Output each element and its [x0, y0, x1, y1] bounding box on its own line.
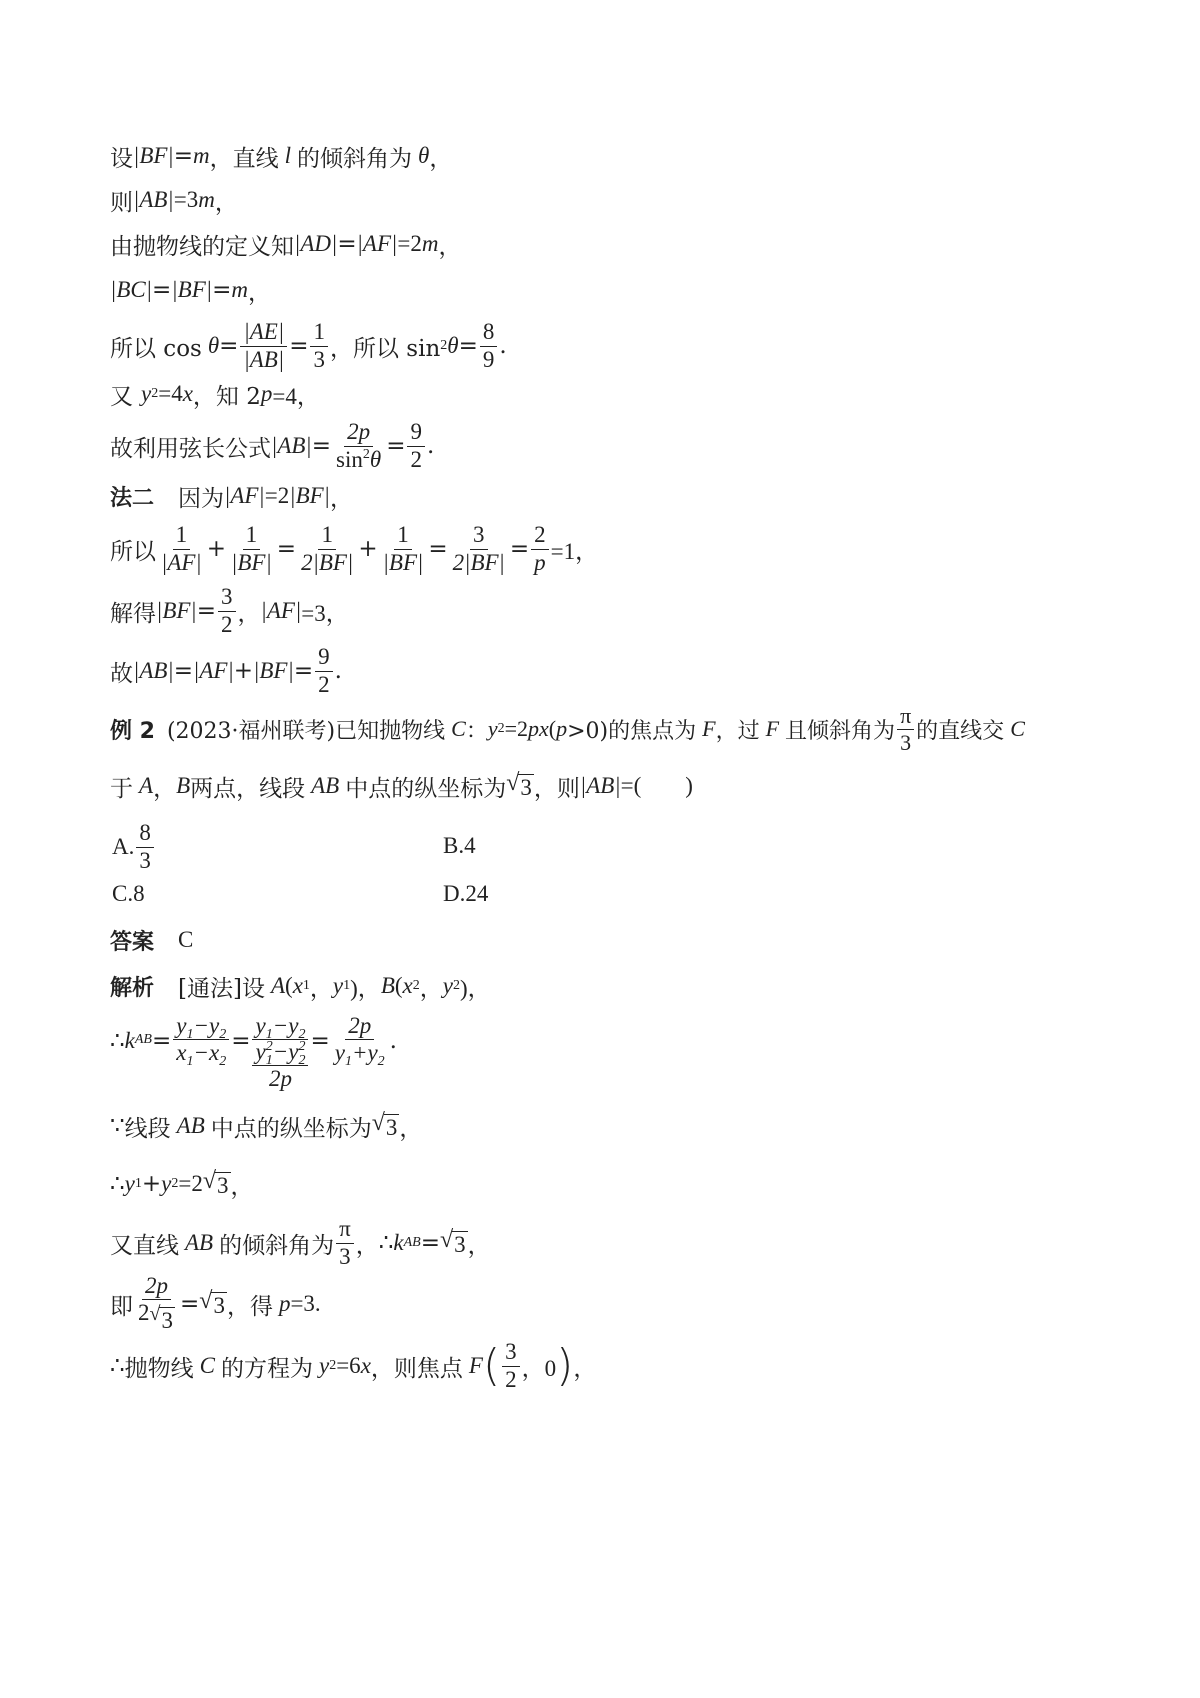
radicand: 3 — [217, 1173, 229, 1199]
math: |BF| — [156, 598, 197, 623]
fraction — [450, 523, 508, 574]
text: 的方程为 — [220, 1355, 313, 1382]
text: ，得 — [226, 1293, 273, 1320]
text: 两点，线段 — [190, 775, 306, 802]
math: |AF| — [356, 231, 398, 256]
fraction — [897, 704, 914, 753]
sqrt: √ 3 — [506, 770, 532, 801]
math: |BC| — [110, 277, 153, 302]
math: p — [260, 381, 273, 406]
text: ， — [573, 1355, 597, 1382]
math: px — [528, 716, 549, 741]
analysis-line-2: ∴ k AB = $\frac{y_1-y_2}{x_1-x_2}$ = $\frac{y_1-y_2}{\frac{y^2_1-y^2_2}{2p}}$ = $\frac{2p}{y_1+y_2}$ . — [110, 1013, 397, 1092]
text: 中点的纵坐标为 — [210, 1115, 372, 1142]
fraction — [333, 420, 384, 471]
denominator: |AB| — [243, 346, 285, 372]
fraction — [228, 523, 275, 574]
math: =( — [620, 773, 642, 798]
math: =2 — [178, 1171, 203, 1196]
numerator: π — [336, 1217, 354, 1243]
math: = — [231, 1028, 251, 1054]
radicand: 3 — [213, 1293, 225, 1319]
fraction — [136, 821, 154, 872]
numerator: 2p — [142, 1274, 171, 1300]
therefore-symbol: ∴ — [110, 1171, 125, 1197]
left-paren: ( — [482, 1340, 501, 1392]
math: m — [193, 143, 210, 168]
text: ， — [355, 1232, 379, 1259]
text: 所以 cos — [110, 335, 202, 362]
analysis-line-6 — [110, 1272, 321, 1336]
analysis-label: 解析 — [110, 975, 155, 1001]
fraction — [480, 320, 498, 371]
text: (2023·福州联考)已知抛物线 — [166, 718, 446, 744]
radicand: 3 — [161, 1308, 173, 1334]
math: |BF| — [289, 483, 330, 508]
math: m — [421, 231, 439, 256]
text: ， — [429, 145, 453, 172]
math: l — [284, 143, 292, 168]
numerator: 8 — [136, 821, 154, 847]
sqrt: √ 3 — [439, 1227, 466, 1258]
math: = — [509, 536, 530, 562]
math: p — [556, 716, 568, 741]
numerator: 3 — [470, 523, 488, 549]
math: = — [212, 277, 232, 303]
text-line-9 — [110, 516, 598, 582]
math: ( — [394, 973, 403, 998]
text: . — [426, 433, 435, 459]
numerator: 2p — [344, 420, 373, 446]
text: 又直线 — [110, 1232, 179, 1259]
math: )， — [459, 975, 491, 1001]
text: ，则焦点 — [370, 1355, 463, 1382]
math: = — [173, 658, 194, 684]
math: = — [276, 536, 297, 562]
fraction — [315, 645, 333, 696]
math: C — [199, 1353, 215, 1378]
math: F — [468, 1353, 483, 1378]
text-line-5: 所以 cos θ = $\frac{|AE|}{|AB|}$ = $\frac{1}{3}$ ，所以 sin 2 θ = $\frac{8}{9}$ . — [110, 319, 507, 372]
text: . — [499, 333, 507, 359]
math: = — [173, 143, 194, 169]
denominator: 3 — [313, 346, 325, 372]
fraction — [310, 320, 328, 371]
example-2-line-1: 例 2 (2023·福州联考)已知抛物线 C ： y 2 =2 px ( p >0)的焦点为 F ，过 F 且倾斜角为 $\frac{\pi}{3}$ 的直线交 C — [110, 703, 1025, 755]
numerator: 1 — [318, 523, 336, 549]
math: |BF| — [133, 143, 174, 168]
radicand: 3 — [454, 1232, 466, 1258]
math: x — [292, 973, 303, 998]
example-label: 例 2 — [110, 718, 155, 744]
text-line-4 — [110, 262, 271, 318]
math: + — [358, 536, 378, 562]
text: ， — [247, 279, 271, 306]
denominator: |BF| — [231, 549, 272, 575]
numerator: 2 — [531, 523, 549, 549]
math: y — [141, 381, 152, 406]
radicand: 3 — [385, 1115, 398, 1141]
text: 的直线交 — [916, 718, 1005, 744]
math: m — [231, 277, 248, 302]
sqrt: √ 3 — [149, 1303, 173, 1334]
math: = — [196, 598, 217, 624]
math: |AB| — [133, 658, 174, 683]
fraction — [240, 320, 287, 371]
math: = — [219, 333, 239, 359]
text: 故 — [110, 660, 133, 687]
text: ， — [230, 1173, 254, 1200]
math: = — [458, 333, 478, 359]
text: ， — [153, 775, 177, 802]
option-d — [443, 866, 488, 922]
math: + — [206, 536, 227, 562]
denominator: 2|BF| — [301, 549, 354, 575]
math: θ — [447, 333, 459, 358]
text: >0)的焦点为 — [567, 718, 697, 744]
math: k — [393, 1230, 404, 1255]
denominator: 3 — [139, 847, 151, 873]
math: ，0 — [521, 1355, 557, 1381]
text: 则 — [110, 189, 133, 216]
math: = — [428, 536, 448, 562]
fraction — [531, 523, 549, 574]
math: y — [487, 716, 498, 741]
because-symbol: ∵ — [110, 1113, 125, 1139]
math: =3 — [173, 187, 199, 212]
radicand: 3 — [520, 775, 532, 801]
option-label: A. — [112, 834, 135, 859]
math: |AB| — [579, 773, 621, 798]
math: = — [289, 333, 309, 359]
analysis-line-3 — [110, 1098, 422, 1154]
text: ，所以 sin — [329, 335, 441, 362]
math: |AB| — [133, 187, 174, 212]
method-label: 法二 — [110, 485, 155, 511]
math: x — [360, 1353, 371, 1378]
sqrt: √ 3 — [202, 1168, 229, 1199]
fraction — [218, 585, 236, 636]
text: 的倾斜角为 — [297, 145, 413, 172]
math: = — [293, 658, 314, 684]
text: sin — [336, 446, 363, 472]
denominator: 2 — [410, 446, 422, 472]
text: 因为 — [178, 485, 225, 512]
option-label: B.4 — [443, 833, 476, 858]
denominator: |BF| — [382, 549, 424, 575]
fraction — [380, 523, 427, 574]
text: 线段 — [124, 1115, 171, 1142]
math: A — [139, 773, 154, 798]
numerator: |AE| — [240, 320, 287, 346]
fraction: $\frac{2p}{y_1+y_2}$ — [334, 1013, 385, 1070]
math: y — [161, 1171, 172, 1196]
text: 故利用弦长公式 — [110, 435, 271, 462]
text: ，知 2 — [192, 383, 261, 410]
math: AB — [176, 1113, 205, 1138]
math: ) — [685, 773, 693, 798]
text: . — [334, 658, 342, 684]
text: ，则 — [533, 775, 580, 802]
math: y — [318, 1353, 330, 1378]
option-label: C.8 — [112, 881, 145, 906]
fraction — [135, 1274, 178, 1333]
math: F — [702, 716, 716, 741]
fraction — [502, 1340, 520, 1391]
fraction — [336, 1217, 354, 1268]
math: + — [141, 1171, 162, 1197]
math: m — [198, 187, 215, 212]
analysis-line-7: ∴ 抛物线 C 的方程为 y 2 =6 x ，则焦点 F ( $\frac{3}{2}$ ，0 ) ， — [110, 1339, 597, 1392]
text: 2 — [138, 1300, 150, 1326]
math: =6 — [336, 1353, 361, 1378]
fraction — [407, 420, 425, 471]
math: = — [420, 1230, 440, 1256]
math: =4 — [158, 381, 183, 406]
math: |BF| — [171, 277, 213, 302]
text: 由抛物线的定义知 — [110, 233, 294, 260]
numerator: π — [897, 704, 914, 729]
analysis-line-5: 又直线 AB 的倾斜角为 $\frac{\pi}{3}$ ， ∴ k AB = √ 3 ， — [110, 1216, 491, 1269]
denominator — [135, 1300, 178, 1333]
denominator: 2 — [318, 671, 330, 697]
numerator: 9 — [315, 645, 333, 671]
answer-value: C — [178, 927, 194, 952]
denominator: |AF| — [161, 549, 202, 575]
math: ( — [285, 973, 293, 998]
math: =4， — [272, 383, 320, 409]
math: = — [179, 1291, 200, 1317]
answer-label: 答案 — [110, 929, 155, 955]
text: ，过 — [715, 718, 760, 744]
math: θ — [207, 333, 220, 358]
math: F — [765, 716, 780, 741]
analysis-line-1: 解析 [通法]设 A ( x 1 ， y 1 )， B ( x 2 ， y 2 )， — [110, 958, 491, 1014]
sqrt: √ 3 — [199, 1288, 225, 1319]
text: ， — [330, 485, 353, 512]
math: |AF| — [260, 598, 302, 623]
text: [通法]设 — [178, 975, 265, 1002]
text: 且倾斜角为 — [785, 718, 896, 744]
fraction — [158, 523, 205, 574]
numerator: 1 — [394, 523, 412, 549]
numerator: 8 — [480, 320, 498, 346]
sqrt: √ 3 — [371, 1110, 398, 1141]
math: |AF| — [193, 658, 234, 683]
denominator: 2 — [505, 1366, 517, 1392]
math: x — [402, 973, 413, 998]
math: |AD| — [294, 231, 338, 256]
text: 所以 — [110, 538, 156, 565]
text: ， — [309, 975, 333, 1002]
math: )， — [350, 975, 381, 1001]
therefore-symbol: ∴ — [110, 1353, 125, 1379]
math: = — [311, 433, 332, 459]
text: 于 — [110, 775, 133, 802]
math: ( — [548, 716, 557, 741]
math: =2 — [397, 231, 422, 256]
text: 又 — [110, 383, 133, 410]
numerator: 1 — [243, 523, 261, 549]
numerator: 1 — [310, 320, 328, 346]
math: k — [124, 1028, 135, 1053]
text: ， — [399, 1115, 423, 1142]
math: y — [124, 1171, 135, 1196]
fraction: $\frac{y_1-y_2}{\frac{y^2_1-y^2_2}{2p}}$ — [252, 1014, 308, 1091]
math: =2 — [264, 483, 290, 508]
denominator: 3 — [339, 1243, 351, 1269]
math: C — [1010, 716, 1025, 741]
math: y — [442, 973, 453, 998]
therefore-symbol: ∴ — [378, 1230, 394, 1256]
math: y — [332, 973, 344, 998]
math: |AB| — [271, 433, 312, 458]
fraction: $\frac{y_1-y_2}{x_1-x_2}$ — [173, 1014, 229, 1065]
denominator: 2 — [221, 611, 233, 637]
math: = — [386, 433, 406, 459]
text: 设 — [110, 145, 133, 172]
math: |AF| — [224, 483, 265, 508]
numerator: 9 — [407, 420, 425, 446]
fraction — [298, 523, 356, 574]
analysis-line-4: ∴ y 1 + y 2 =2 √ 3 ， — [110, 1168, 254, 1200]
text: ， — [237, 600, 261, 627]
math: θ — [418, 143, 430, 168]
denominator: 9 — [482, 346, 495, 372]
text: ： — [465, 718, 488, 744]
text: 解得 — [110, 600, 156, 627]
math: = — [337, 231, 357, 257]
option-label: D.24 — [443, 881, 489, 906]
numerator: 3 — [218, 585, 236, 611]
numerator: 1 — [173, 523, 191, 549]
text: ， — [438, 233, 462, 260]
math: B — [176, 773, 191, 798]
text-line-6: 又 y 2 =4 x ，知 2 p =4， — [110, 366, 320, 422]
denominator: p — [534, 549, 546, 575]
math: =2 — [504, 716, 529, 741]
math: x — [182, 381, 193, 406]
math: B — [380, 973, 395, 998]
denominator: 2|BF| — [452, 549, 505, 575]
text: ， — [419, 975, 443, 1002]
text: 中点的纵坐标为 — [345, 775, 507, 802]
math: =1， — [550, 538, 599, 564]
math: |BF| — [253, 658, 294, 683]
math: C — [451, 716, 466, 741]
math: A — [270, 973, 286, 998]
example-2-line-2 — [110, 758, 693, 814]
superscript: 2 — [362, 446, 370, 462]
math: =3. — [290, 1291, 321, 1316]
math: = — [152, 277, 172, 303]
math: = — [151, 1028, 172, 1054]
math: AB — [311, 773, 340, 798]
text-line-11 — [110, 640, 342, 702]
text: ， — [214, 189, 238, 216]
text: ，直线 — [209, 145, 279, 172]
math: + — [233, 658, 254, 684]
text-line-10 — [110, 580, 349, 642]
math: =3， — [301, 600, 349, 626]
math: p — [278, 1291, 291, 1316]
numerator: 3 — [502, 1340, 520, 1366]
text: 抛物线 — [124, 1355, 194, 1382]
math: θ — [369, 446, 382, 472]
therefore-symbol: ∴ — [110, 1028, 125, 1054]
denominator: 3 — [900, 729, 912, 755]
text: 的倾斜角为 — [219, 1232, 335, 1259]
text: ， — [467, 1232, 491, 1259]
right-paren: ) — [556, 1340, 574, 1392]
text: 即 — [110, 1293, 133, 1320]
math: AB — [185, 1230, 214, 1255]
